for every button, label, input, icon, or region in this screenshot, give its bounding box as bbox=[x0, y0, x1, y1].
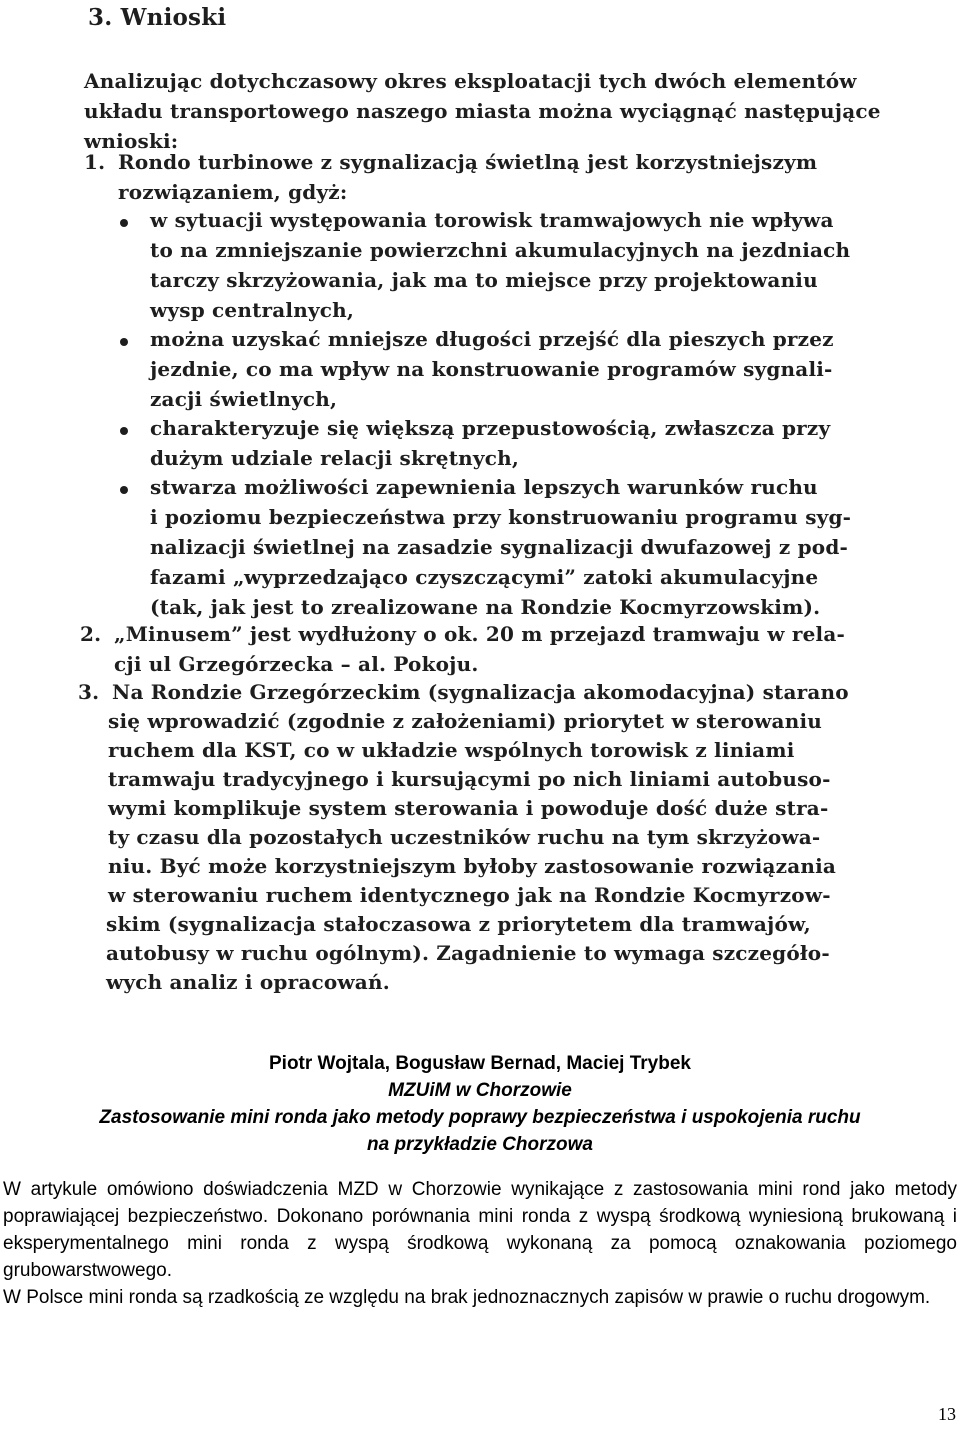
intro-paragraph: Analizując dotychczasowy okres eksploatacji tych dwóch elementów układu transportowego naszego miasta można wyciągnąć następujące wnioski: bbox=[84, 69, 881, 153]
bullet-line: nalizacji świetlnej na zasadzie sygnalizacji dwufazowej z pod- bbox=[150, 535, 849, 559]
item-line: skim (sygnalizacja stałoczasowa z priorytetem dla tramwajów, bbox=[106, 912, 811, 936]
bullet-line: stwarza możliwości zapewnienia lepszych warunków ruchu bbox=[150, 475, 818, 499]
bullet-line: tarczy skrzyżowania, jak ma to miejsce przy projektowaniu bbox=[150, 268, 818, 292]
article-affiliation: MZUiM w Chorzowie bbox=[388, 1080, 572, 1101]
item-line: „Minusem” jest wydłużony o ok. 20 m przejazd tramwaju w rela- bbox=[114, 622, 845, 646]
bullet-line: i poziomu bezpieczeństwa przy konstruowaniu programu syg- bbox=[150, 505, 852, 529]
item-line: ruchem dla KST, co w układzie wspólnych torowisk z liniami bbox=[108, 738, 795, 762]
item-line: cji ul Grzegórzecka – al. Pokoju. bbox=[114, 652, 479, 676]
bullet-dot bbox=[120, 219, 128, 227]
item-line: ty czasu dla pozostałych uczestników ruchu na tym skrzyżowa- bbox=[108, 825, 821, 849]
item-line: autobusy w ruchu ogólnym). Zagadnienie to wymaga szczegóło- bbox=[106, 941, 830, 965]
article-title-continued: na przykładzie Chorzowa bbox=[367, 1134, 593, 1155]
bullet-line: wysp centralnych, bbox=[150, 298, 355, 322]
item-line: tramwaju tradycyjnego i kursującymi po nich liniami autobuso- bbox=[108, 767, 831, 791]
item-line: wych analiz i opracowań. bbox=[106, 970, 390, 994]
bullet-line: zacji świetlnych, bbox=[150, 387, 338, 411]
bullet-dot bbox=[120, 427, 128, 435]
bullet-line: dużym udziale relacji skrętnych, bbox=[150, 446, 520, 470]
article-authors: Piotr Wojtala, Bogusław Bernad, Maciej Trybek bbox=[269, 1053, 691, 1074]
abstract-paragraph: W artykule omówiono doświadczenia MZD w Chorzowie wynikające z zastosowania mini rond jako metody poprawiającej bezpieczeństwo. Dokonano porównania mini ronda z wyspą środkową wyniesioną brukowaną i eksperymentalnego mini ronda z wyspą środkową wykonaną za pomocą oznakowania poziomego grubowarstwowego. bbox=[3, 1179, 957, 1281]
article-title: Zastosowanie mini ronda jako metody poprawy bezpieczeństwa i uspokojenia ruchu bbox=[99, 1107, 861, 1128]
article-summary bbox=[0, 1050, 960, 1311]
bullet-line: to na zmniejszanie powierzchni akumulacyjnych na jezdniach bbox=[150, 238, 851, 262]
bullet-line: fazami „wyprzedzająco czyszczącymi” zatoki akumulacyjne bbox=[150, 565, 819, 589]
bullet-line: charakteryzuje się większą przepustowością, zwłaszcza przy bbox=[150, 416, 831, 440]
bullet-dot bbox=[120, 486, 128, 494]
item-line: niu. Być może korzystniejszym byłoby zastosowanie rozwiązania bbox=[108, 854, 837, 878]
abstract-paragraph: W Polsce mini ronda są rzadkością ze względu na brak jednoznacznych zapisów w prawie o ruchu drogowym. bbox=[3, 1287, 931, 1308]
item-line: rozwiązaniem, gdyż: bbox=[118, 180, 348, 204]
bullet-line: w sytuacji występowania torowisk tramwajowych nie wpływa bbox=[150, 208, 834, 232]
article-abstract bbox=[0, 1176, 960, 1311]
item-number: 1. bbox=[84, 150, 106, 174]
bullet-dot bbox=[120, 338, 128, 346]
item-line: się wprowadzić (zgodnie z założeniami) priorytet w sterowaniu bbox=[108, 709, 822, 733]
item-line: Na Rondzie Grzegórzeckim (sygnalizacja akomodacyjna) starano bbox=[112, 680, 849, 704]
item-number: 3. bbox=[78, 680, 100, 704]
bullet-line: (tak, jak jest to zrealizowane na Rondzie Kocmyrzowskim). bbox=[150, 595, 821, 619]
item-line: Rondo turbinowe z sygnalizacją świetlną jest korzystniejszym bbox=[118, 150, 818, 174]
item-line: w sterowaniu ruchem identycznego jak na Rondzie Kocmyrzow- bbox=[108, 883, 831, 907]
item-line: wymi komplikuje system sterowania i powoduje dość duże stra- bbox=[108, 796, 829, 820]
page-number: 13 bbox=[938, 1404, 956, 1424]
section-heading: 3. Wnioski bbox=[88, 4, 227, 31]
bullet-line: można uzyskać mniejsze długości przejść dla pieszych przez bbox=[150, 327, 834, 351]
item-number: 2. bbox=[80, 622, 102, 646]
bullet-line: jezdnie, co ma wpływ na konstruowanie programów sygnali- bbox=[150, 357, 833, 381]
